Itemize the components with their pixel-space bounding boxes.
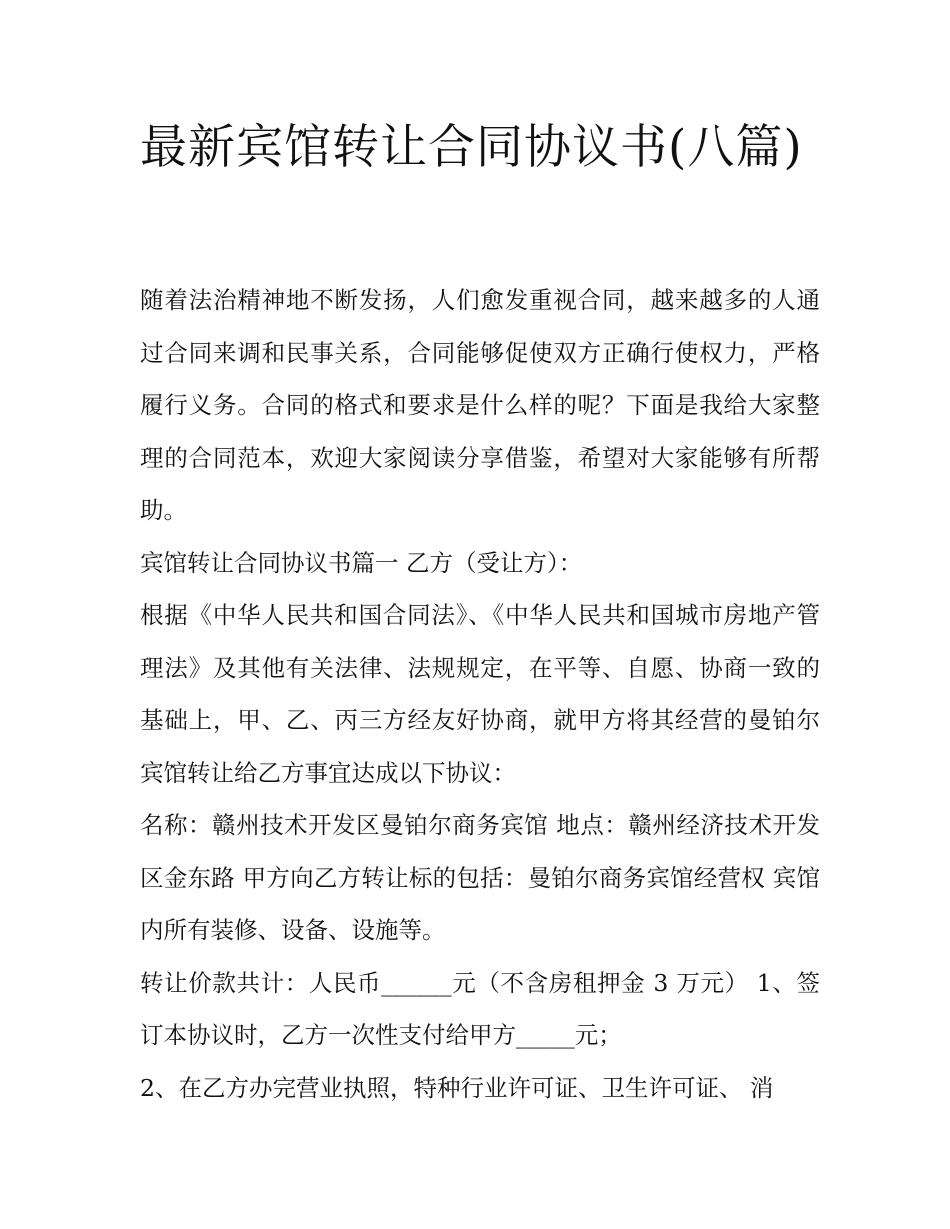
document-body bbox=[140, 274, 820, 1114]
price-paragraph: 转让价款共计：人民币______元（不含房租押金 3 万元） 1、签订本协议时，乙方一次性支付给甲方_____元； bbox=[140, 968, 820, 1049]
intro-paragraph: 随着法治精神地不断发扬，人们愈发重视合同，越来越多的人通过合同来调和民事关系，合同能够促使双方正确行使权力，严格履行义务。合同的格式和要求是什么样的呢？下面是我给大家整理的合同范本，欢迎大家阅读分享借鉴，希望对大家能够有所帮助。 bbox=[140, 286, 820, 524]
hotel-info-paragraph: 名称：赣州技术开发区曼铂尔商务宾馆 地点：赣州经济技术开发区金东路 甲方向乙方转让标的包括：曼铂尔商务宾馆经营权 宾馆内所有装修、设备、设施等。 bbox=[140, 811, 820, 944]
legal-basis-paragraph: 根据《中华人民共和国合同法》、《中华人民共和国城市房地产管理法》及其他有关法律、法规规定，在平等、自愿、协商一致的基础上，甲、乙、丙三方经友好协商，就甲方将其经营的曼铂尔宾馆转让给乙方事宜达成以下协议： bbox=[140, 601, 820, 787]
clause-2-paragraph: 2、在乙方办完营业执照，特种行业许可证、卫生许可证、 消 bbox=[140, 1073, 774, 1102]
section-heading: 宾馆转让合同协议书篇一 乙方（受让方）： bbox=[140, 548, 583, 577]
document-title: 最新宾馆转让合同协议书(八篇) bbox=[140, 120, 803, 175]
